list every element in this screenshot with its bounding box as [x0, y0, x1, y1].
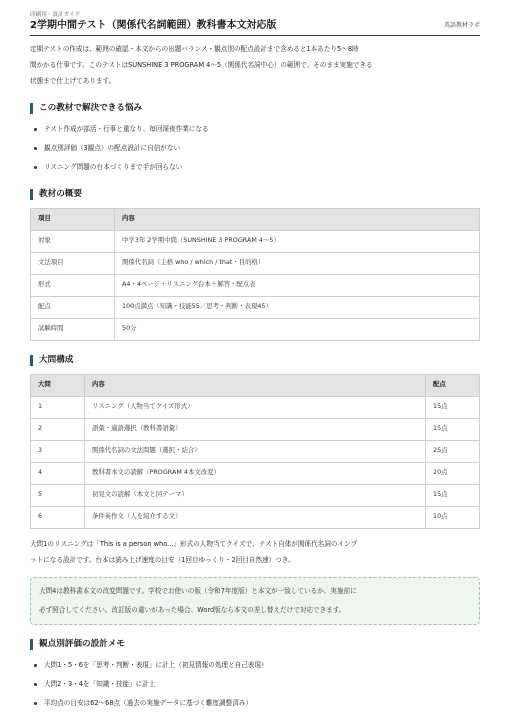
- document-header: [30, 12, 480, 32]
- structure-table: [30, 374, 480, 529]
- note-line: ットになる設計です。台本は読み上げ速度の目安（1回目ゆっくり・2回目自然速）つき。: [30, 555, 295, 564]
- table-row: [31, 440, 480, 462]
- table-cell: 1: [31, 396, 85, 418]
- table-row: [31, 462, 480, 484]
- list-item: 観点別評価（3観点）の配点設計に自信がない: [30, 139, 480, 158]
- problem-list: [30, 120, 480, 177]
- table-cell: 中学3年 2学期中間（SUNSHINE 3 PROGRAM 4〜5）: [115, 230, 480, 252]
- table-cell: 関係代名詞（主格 who / which / that・目的格）: [115, 252, 480, 274]
- column-header: 配点: [426, 374, 480, 396]
- callout-line: 大問4は教科書本文の改変問題です。学校でお使いの版（令和7年度版）と本文が一致しているか、実施前に: [39, 586, 357, 595]
- heading-accent-bar: [30, 103, 33, 114]
- heading-accent-bar: [30, 355, 33, 366]
- table-cell: 配点: [31, 296, 115, 318]
- table-cell: A4・4ページ＋リスニング台本＋解答・配点表: [115, 274, 480, 296]
- table-row: [31, 484, 480, 506]
- section-heading-text: 大問構成: [39, 355, 74, 366]
- intro-paragraph: [30, 41, 480, 89]
- list-item: 大問2・3・4を「知識・技能」に計上: [30, 675, 480, 694]
- table-cell: 関係代名詞の文法問題（選択・結合）: [85, 440, 426, 462]
- table-cell: 条件英作文（人を紹介する文）: [85, 506, 426, 528]
- table-cell: 語彙・適語選択（教科書語彙）: [85, 418, 426, 440]
- section-heading-problems: [30, 103, 480, 114]
- column-header: 内容: [115, 208, 480, 230]
- table-cell: 15点: [426, 396, 480, 418]
- callout-line: 必ず照合してください。改訂版の違いがあった場合、Word版なら本文の差し替えだけで対応できます。: [39, 605, 346, 614]
- caution-callout: [30, 577, 480, 625]
- structure-note: [30, 536, 480, 568]
- title-block: [30, 12, 277, 32]
- table-cell: 初見文の読解（本文と同テーマ）: [85, 484, 426, 506]
- table-row: [31, 396, 480, 418]
- column-header: 内容: [85, 374, 426, 396]
- table-cell: 対象: [31, 230, 115, 252]
- intro-line: 定期テストの作成は、範囲の確認・本文からの出題バランス・観点別の配点設計まで含めると1本あたり5〜8時: [30, 44, 359, 53]
- table-cell: 100点満点（知識・技能55／思考・判断・表現45）: [115, 296, 480, 318]
- section-heading-text: 観点別評価の設計メモ: [39, 639, 125, 650]
- table-cell: 5: [31, 484, 85, 506]
- header-divider: [30, 35, 480, 36]
- table-row: [31, 252, 480, 274]
- list-item: リスニング問題の台本づくりまで手が回らない: [30, 158, 480, 177]
- table-header-row: [31, 208, 480, 230]
- list-item: 大問1・5・6を「思考・判断・表現」に計上（初見情報の処理と自己表現）: [30, 656, 480, 675]
- table-row: [31, 318, 480, 340]
- table-cell: 試験時間: [31, 318, 115, 340]
- brand-label: 英語教材ラボ: [443, 21, 480, 29]
- table-cell: 4: [31, 462, 85, 484]
- section-heading-structure: [30, 355, 480, 366]
- column-header: 項目: [31, 208, 115, 230]
- column-header: 大問: [31, 374, 85, 396]
- section-heading-text: この教材で解決できる悩み: [39, 103, 143, 114]
- table-cell: 20点: [426, 462, 480, 484]
- table-cell: 2: [31, 418, 85, 440]
- table-cell: 形式: [31, 274, 115, 296]
- heading-accent-bar: [30, 639, 33, 650]
- table-cell: 教科書本文の読解（PROGRAM 4本文改変）: [85, 462, 426, 484]
- document-page: [30, 12, 480, 713]
- table-cell: 25点: [426, 440, 480, 462]
- table-cell: 10点: [426, 506, 480, 528]
- note-line: 大問1のリスニングは「This is a person who...」形式の人物当てクイズで、テスト自体が関係代名詞のインプ: [30, 539, 358, 548]
- list-item: テスト作成が部活・行事と重なり、毎回深夜作業になる: [30, 120, 480, 139]
- table-header-row: [31, 374, 480, 396]
- intro-line: 間かかる仕事です。このテストはSUNSHINE 3 PROGRAM 4〜5（関係代名詞中心）の範囲で、そのまま実施できる: [30, 60, 373, 69]
- intro-line: 状態まで仕上げてあります。: [30, 76, 116, 85]
- table-cell: 15点: [426, 484, 480, 506]
- overview-table: [30, 208, 480, 341]
- table-cell: 15点: [426, 418, 480, 440]
- list-item: 平均点の目安は62〜68点（過去の実施データに基づく難度調整済み）: [30, 694, 480, 713]
- table-cell: 6: [31, 506, 85, 528]
- table-row: [31, 296, 480, 318]
- memo-list: [30, 656, 480, 713]
- table-row: [31, 230, 480, 252]
- heading-accent-bar: [30, 189, 33, 200]
- table-cell: 文法項目: [31, 252, 115, 274]
- table-cell: リスニング（人物当てクイズ形式）: [85, 396, 426, 418]
- table-row: [31, 274, 480, 296]
- table-row: [31, 418, 480, 440]
- table-cell: 3: [31, 440, 85, 462]
- section-heading-memo: [30, 639, 480, 650]
- section-heading-overview: [30, 189, 480, 200]
- section-heading-text: 教材の概要: [39, 189, 82, 200]
- kicker-label: 印刷用・設計ガイド: [30, 12, 81, 18]
- table-row: [31, 506, 480, 528]
- table-cell: 50分: [115, 318, 480, 340]
- document-title: 2学期中間テスト（関係代名詞範囲）教科書本文対応版: [30, 19, 277, 31]
